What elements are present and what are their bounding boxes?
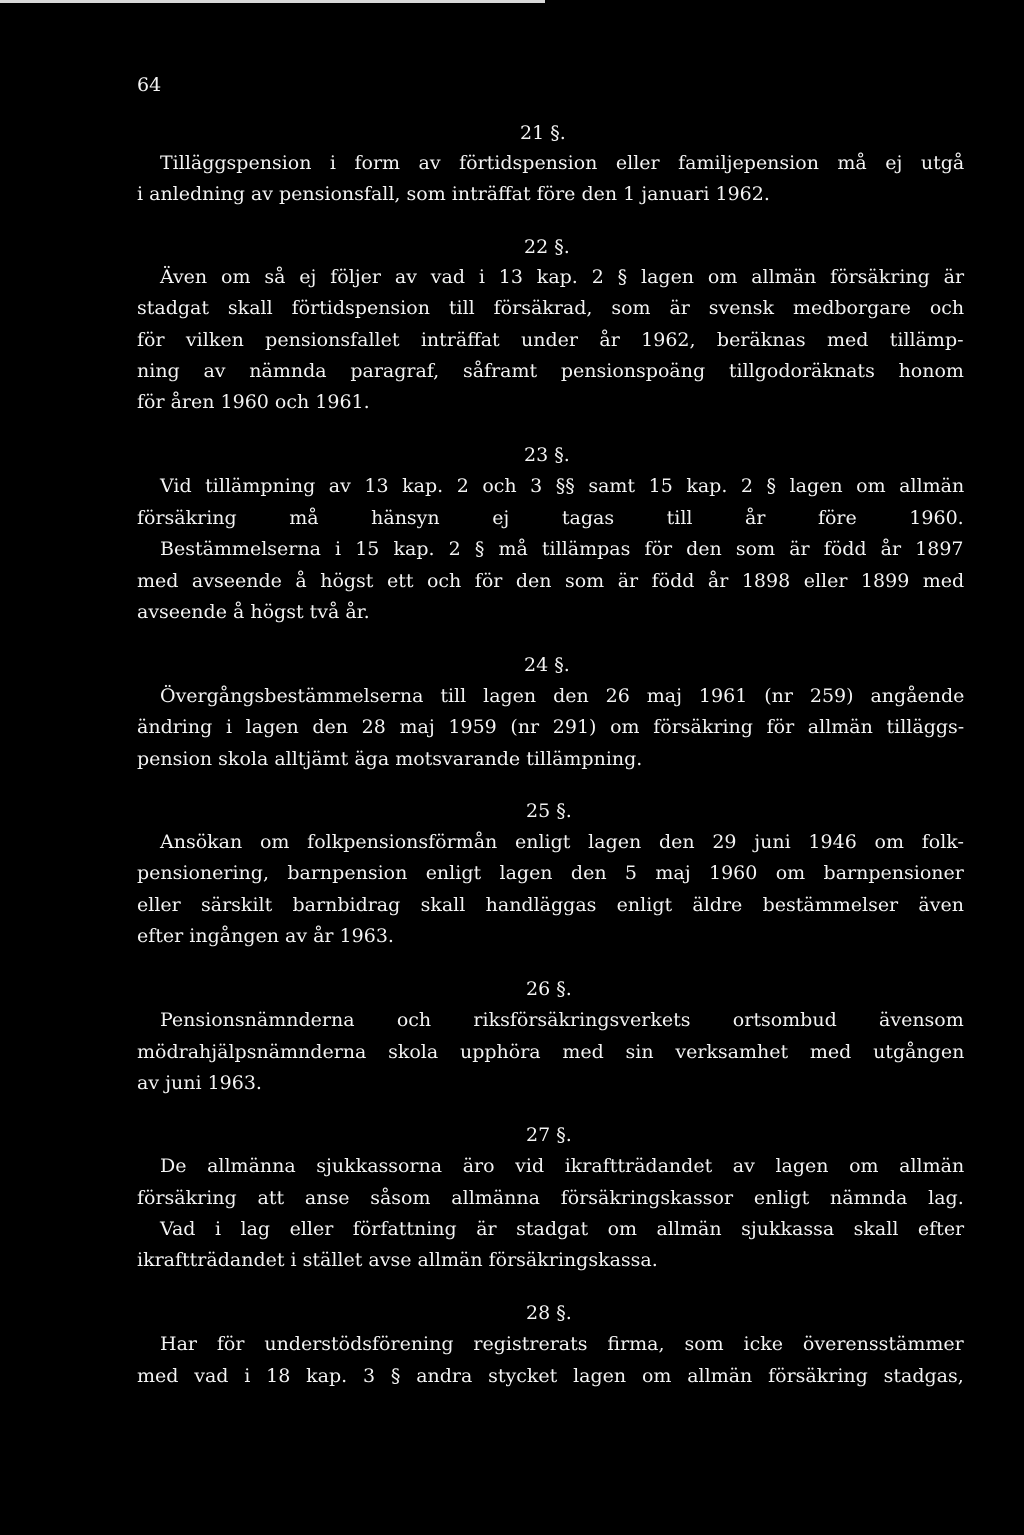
text-line: ikraftträdandet i stället avse allmän försäkringskassa.	[137, 1249, 658, 1271]
text-line: avseende å högst två år.	[137, 601, 370, 623]
text-line: Ansökan om folkpensionsförmån enligt lagen den 29 juni 1946 om folk-	[160, 831, 964, 853]
text-line: pensionering, barnpension enligt lagen den 5 maj 1960 om barnpensioner	[137, 862, 964, 884]
text-line: Även om så ej följer av vad i 13 kap. 2 § lagen om allmän försäkring är	[160, 266, 965, 288]
text-line: Bestämmelserna i 15 kap. 2 § må tillämpas för den som är född år 1897	[160, 538, 964, 560]
text-line: med avseende å högst ett och för den som är född år 1898 eller 1899 med	[137, 570, 965, 592]
text-line: ändring i lagen den 28 maj 1959 (nr 291) om försäkring för allmän tilläggs-	[137, 716, 965, 738]
text-line: De allmänna sjukkassorna äro vid ikraftträdandet av lagen om allmän	[160, 1155, 965, 1177]
text-line: av juni 1963.	[137, 1072, 262, 1094]
text-line: för vilken pensionsfallet inträffat under år 1962, beräknas med tillämp-	[137, 329, 964, 351]
section-heading: 21 §.	[520, 122, 566, 144]
text-line: försäkring att anse såsom allmänna försäkringskassor enligt nämnda lag.	[137, 1187, 964, 1209]
text-line: Övergångsbestämmelserna till lagen den 26 maj 1961 (nr 259) angående	[160, 685, 965, 707]
text-line: mödrahjälpsnämnderna skola upphöra med sin verksamhet med utgången	[137, 1041, 965, 1063]
section-heading: 28 §.	[526, 1302, 572, 1324]
section-heading: 22 §.	[524, 236, 570, 258]
text-line: stadgat skall förtidspension till försäkrad, som är svensk medborgare och	[137, 297, 965, 319]
text-line: Tilläggspension i form av förtidspension eller familjepension må ej utgå	[160, 152, 965, 174]
text-line: för åren 1960 och 1961.	[137, 391, 370, 413]
text-line: försäkring må hänsyn ej tagas till år före 1960.	[137, 507, 964, 529]
text-line: Vid tillämpning av 13 kap. 2 och 3 §§ samt 15 kap. 2 § lagen om allmän	[160, 475, 965, 497]
section-heading: 23 §.	[524, 444, 570, 466]
section-heading: 25 §.	[526, 800, 572, 822]
text-line: pension skola alltjämt äga motsvarande tillämpning.	[137, 748, 643, 770]
text-line: Vad i lag eller författning är stadgat om allmän sjukkassa skall efter	[160, 1218, 965, 1240]
text-line: i anledning av pensionsfall, som inträffat före den 1 januari 1962.	[137, 183, 770, 205]
scan-edge-line	[0, 0, 545, 3]
text-line: efter ingången av år 1963.	[137, 925, 394, 947]
text-line: Har för understödsförening registrerats firma, som icke överensstämmer	[160, 1333, 964, 1355]
section-heading: 26 §.	[526, 978, 572, 1000]
text-line: med vad i 18 kap. 3 § andra stycket lagen om allmän försäkring stadgas,	[137, 1365, 964, 1387]
section-heading: 27 §.	[526, 1124, 572, 1146]
page-number: 64	[137, 74, 162, 96]
section-heading: 24 §.	[524, 654, 570, 676]
text-line: ning av nämnda paragraf, såframt pensionspoäng tillgodoräknats honom	[137, 360, 964, 382]
text-line: Pensionsnämnderna och riksförsäkringsverkets ortsombud ävensom	[160, 1009, 964, 1031]
text-line: eller särskilt barnbidrag skall handläggas enligt äldre bestämmelser även	[137, 894, 964, 916]
